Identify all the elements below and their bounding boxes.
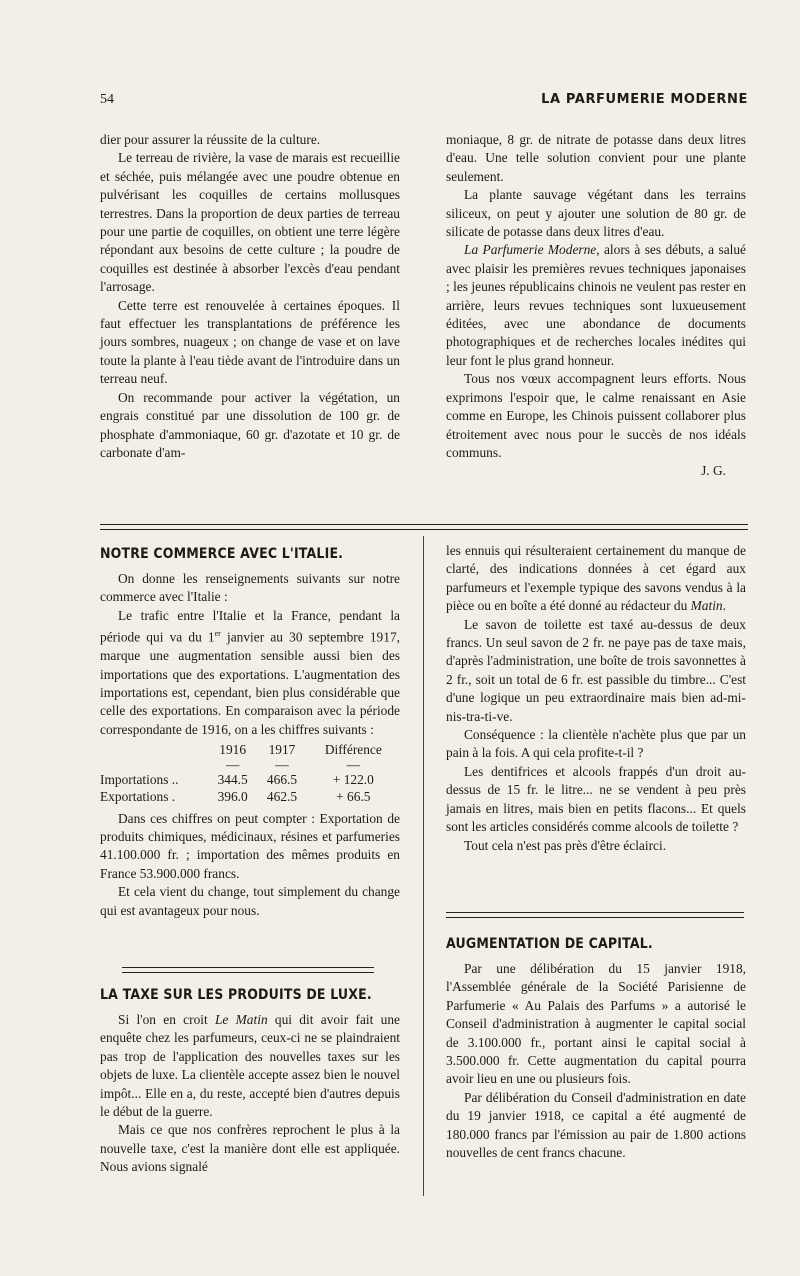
cell-1916: 344.5 xyxy=(217,771,248,787)
row-label: Exportations . xyxy=(100,789,176,805)
section-title-capital: AUGMENTATION DE CAPITAL. xyxy=(446,935,653,952)
top-right-column xyxy=(446,131,746,481)
paragraph: Dans ces chiffres on peut compter : Exportation de produits chimiques, médicinaux, résines et parfumeries 41.100.000 fr. ; importation des mêmes produits en France 53.900.000 francs. xyxy=(100,810,400,881)
page-number: 54 xyxy=(100,92,114,107)
table-row xyxy=(100,771,400,789)
paragraph: Cette terre est renouvelée à certaines époques. Il faut effectuer les transplantations de préférence les jours sombres, nuageux ; on change de vase et on lave toute la plante à l'eau tiède avant de l'introduire dans un terreau neuf. xyxy=(100,297,400,387)
superscript: er xyxy=(214,629,221,639)
taxe-left-column xyxy=(100,985,400,1177)
section-title-taxe: LA TAXE SUR LES PRODUITS DE LUXE. xyxy=(100,986,372,1003)
cell-1917: 466.5 xyxy=(266,771,298,787)
article-separator xyxy=(122,967,374,973)
article-separator xyxy=(446,912,744,918)
newspaper-name-italic: Le Matin xyxy=(214,1012,268,1027)
table-dash-row: — — — xyxy=(225,756,361,772)
top-left-column xyxy=(100,131,400,462)
paragraph: Les dentifrices et alcools frappés d'un droit au-dessus de 15 fr. le litre... ne se vendent à peu près jamais en litres, mais bien en petits flacons... Et quels sont les articles considérés comme alcools de toilette ? xyxy=(446,763,746,835)
paragraph: moniaque, 8 gr. de nitrate de potasse dans deux litres d'eau. Une telle solution convient pour une plante seulement. xyxy=(446,132,746,184)
page-header xyxy=(100,92,748,112)
cell-1917: 462.5 xyxy=(266,789,298,805)
newspaper-name-italic: Matin xyxy=(690,598,723,614)
cell-1916: 396.0 xyxy=(217,789,248,805)
section-divider-rule xyxy=(100,524,748,530)
paragraph: Tous nos vœux accompagnent leurs efforts. Nous exprimons l'espoir que, le calme renaissant en Asie comme en Europe, les Chinois puissent collaborer plus étroitement avec nous pour le succès de nos idéals communs. xyxy=(446,371,746,460)
trade-table xyxy=(100,741,400,806)
paragraph: Le trafic entre l'Italie et la France, pendant la période qui va du 1er janvier au 30 septembre 1917, marque une augmentation sensible aussi bien des importations que des exportations. L'augmentation des importations est, cependant, bien plus considérable que celle des exportations. En comparaison avec la période correspondante de 1916, on a les chiffres suivants : xyxy=(100,607,400,737)
table-header xyxy=(100,741,208,759)
paragraph: On donne les renseignements suivants sur notre commerce avec l'Italie : xyxy=(100,571,400,605)
journal-name-italic: La Parfumerie Moderne xyxy=(464,242,597,258)
capital-right-column xyxy=(446,934,746,1162)
column-divider xyxy=(423,536,424,1196)
paragraph: On recommande pour activer la végétation, un engrais constitué par une dissolution de 100 gr. de phosphate d'ammoniaque, 60 gr. d'azotate et 10 gr. de carbonate d'am- xyxy=(100,389,400,460)
bottom-left-column xyxy=(100,544,400,920)
signature: J. G. xyxy=(701,463,726,479)
table-row xyxy=(100,788,400,806)
paragraph: Par délibération du Conseil d'administration en date du 19 janvier 1918, ce capital a été augmenté de 180.000 francs par l'émission au pair de 1.800 actions nouvelles de cent francs chacune. xyxy=(446,1089,746,1161)
cell-difference: + 122.0 xyxy=(332,771,374,787)
paragraph: La plante sauvage végétant dans les terrains siliceux, on peut y ajouter une solution de 80 gr. de silicate de potasse dans deux litres d'eau. xyxy=(446,187,746,240)
paragraph: Et cela vient du change, tout simplement du change qui est avantageux pour nous. xyxy=(100,884,400,918)
cell-difference: + 66.5 xyxy=(336,789,371,805)
table-header-row xyxy=(100,741,400,759)
paragraph: Conséquence : la clientèle n'achète plus que par un pain à la fois. A qui cela profite-t-il ? xyxy=(446,727,746,761)
journal-title: LA PARFUMERIE MODERNE xyxy=(541,92,748,107)
paragraph: La Parfumerie Moderne, alors à ses débuts, a salué avec plaisir les premières revues techniques japonaises ; les jeunes républicains chinois ne veulent pas rester en arrière, leurs revues techniques sont luxueusement éditées, avec une abondance de documents photographiques et de recherches locales inédites qui leur font le plus grand honneur. xyxy=(446,242,746,368)
paragraph: Si l'on en croit Le Matin qui dit avoir fait une enquête chez les parfumeurs, ceux-ci ne se plaindraient pas trop de l'application des nouvelles taxes sur les objets de luxe. La clientèle accepte assez bien le nouvel impôt... Elle en a, du reste, accepté bien d'autres depuis le début de la guerre. xyxy=(100,1012,400,1120)
table-header: Différence xyxy=(324,742,382,758)
paragraph: Mais ce que nos confrères reprochent le plus à la nouvelle taxe, c'est la manière dont elle est appliquée. Nous avions signalé xyxy=(100,1122,400,1175)
paragraph: les ennuis qui résulteraient certainement du manque de clarté, des indications données à cet égard aux parfumeurs et l'exemple typique des savons vendus à la pièce ou en boîte a été donné au rédacteur du Matin. xyxy=(446,543,746,614)
paragraph: Par une délibération du 15 janvier 1918, l'Assemblée générale de la Société Parisienne de Parfumerie « Au Palais des Parfums » a autorisé le Conseil d'administration à augmenter le capital social de 3.100.000 fr., portant ainsi le capital social à 3.500.000 fr. Cette augmentation du capital pourra avoir lieu en une ou plusieurs fois. xyxy=(446,961,746,1087)
paragraph: Le terreau de rivière, la vase de marais est recueillie et séchée, puis mélangée avec une poudre obtenue en pulvérisant les coquilles de certains mollusques terrestres. Dans la proportion de deux parties de terreau pour une partie de coquilles, on obtient une terre légère répondant aux besoins de cette culture ; la poudre de coquilles est destinée à absorber l'excès d'eau pendant l'arrosage. xyxy=(100,150,400,295)
table-header: 1916 xyxy=(219,742,247,758)
row-label: Importations .. xyxy=(100,771,179,787)
bottom-right-column xyxy=(446,542,746,855)
section-title-italie: NOTRE COMMERCE AVEC L'ITALIE. xyxy=(100,545,344,562)
paragraph: Tout cela n'est pas près d'être éclairci. xyxy=(464,837,667,853)
paragraph: dier pour assurer la réussite de la culture. xyxy=(100,132,321,147)
paragraph: Le savon de toilette est taxé au-dessus de deux francs. Un seul savon de 2 fr. ne paye pas de taxe mais, d'après l'administration, une boîte de trois savonnettes à 2 fr., soit un total de 6 fr. est passible du timbre... C'est d'une logique un peu extraordinaire mais bien ad-mi-nis-tra-ti-ve. xyxy=(446,616,746,724)
table-header: 1917 xyxy=(268,742,296,758)
